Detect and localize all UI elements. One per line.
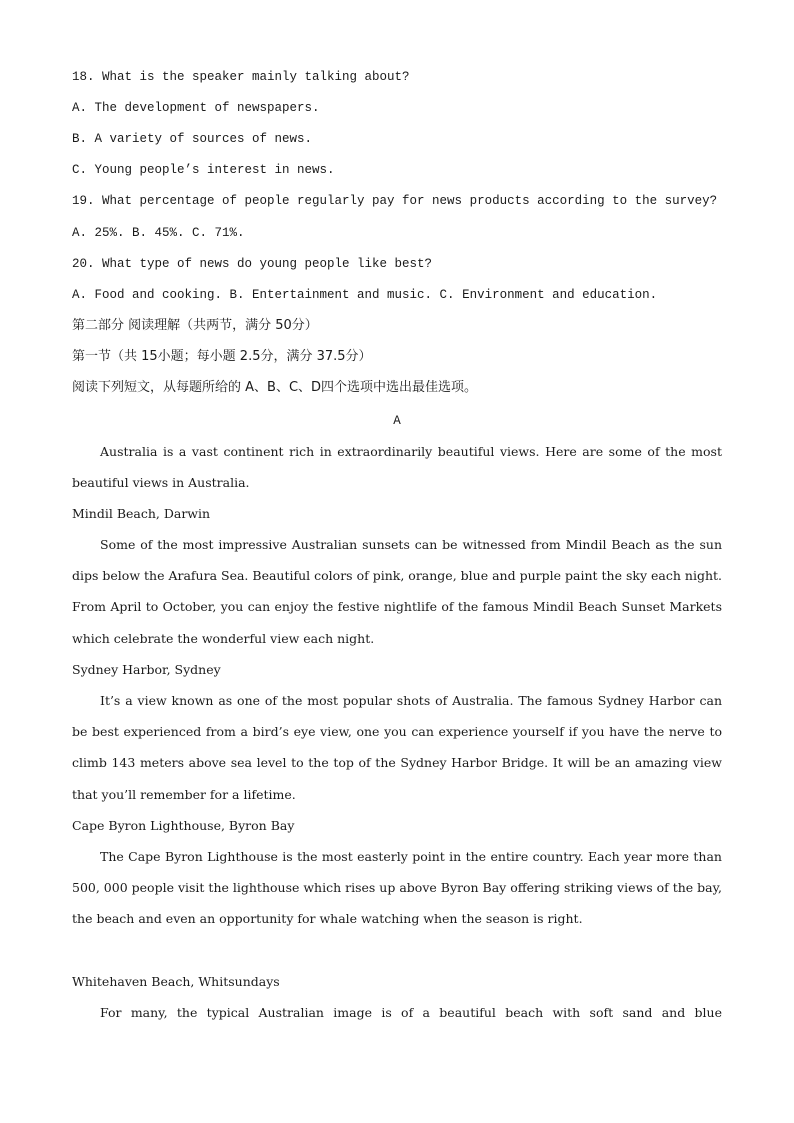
place-body-sydney [72,685,722,810]
place-heading-byron: Cape Byron Lighthouse, Byron Bay [72,818,295,833]
question-18-option-a: A. The development of newspapers. [72,101,320,115]
question-20-options: A. Food and cooking. B. Entertainment and music. C. Environment and education. [72,288,658,302]
place-heading-mindil: Mindil Beach, Darwin [72,506,211,521]
place-body-byron-text: The Cape Byron Lighthouse is the most easterly point in the entire country. Each year more than 500, 000 people visit the lighthouse which rises up above Byron Bay offering striking views of the bay, the beach and even an opportunity for whale watching when the season is right. [72,849,722,927]
section-sub-title: 第一节（共 15小题；每小题 2.5分，满分 37.5分） [72,349,372,364]
place-body-whitehaven [72,997,722,1028]
question-20: 20. What type of news do young people like best? [72,257,433,271]
place-heading-whitehaven: Whitehaven Beach, Whitsundays [72,974,280,989]
question-19: 19. What percentage of people regularly pay for news products according to the survey? [72,194,718,208]
question-19-options: A. 25%. B. 45%. C. 71%. [72,226,245,240]
passage-intro-text: Australia is a vast continent rich in extraordinarily beautiful views. Here are some of the most beautiful views in Australia. [72,444,722,491]
question-18-option-c: C. Young people’s interest in news. [72,163,335,177]
section-instruction: 阅读下列短文，从每题所给的 A、B、C、D四个选项中选出最佳选项。 [72,380,478,395]
question-18: 18. What is the speaker mainly talking about? [72,70,410,84]
passage-label: A [393,414,401,428]
place-body-byron [72,841,722,935]
place-body-mindil-text: Some of the most impressive Australian sunsets can be witnessed from Mindil Beach as the sun dips below the Arafura Sea. Beautiful colors of pink, orange, blue and purple paint the sky each night. From April to October, you can enjoy the festive nightlife of the famous Mindil Beach Sunset Markets which celebrate the wonderful view each night. [72,537,722,646]
place-body-whitehaven-text: For many, the typical Australian image is of a beautiful beach with soft sand and blue [100,1005,722,1020]
place-body-mindil [72,529,722,654]
passage-intro [72,436,722,498]
place-body-sydney-text: It’s a view known as one of the most popular shots of Australia. The famous Sydney Harbor can be best experienced from a bird’s eye view, one you can experience yourself if you have the nerve to climb 143 meters above sea level to the top of the Sydney Harbor Bridge. It will be an amazing view that you’ll remember for a lifetime. [72,693,722,802]
question-18-option-b: B. A variety of sources of news. [72,132,313,146]
section-part-title: 第二部分 阅读理解（共两节，满分 50分） [72,318,318,333]
place-heading-sydney: Sydney Harbor, Sydney [72,662,221,677]
